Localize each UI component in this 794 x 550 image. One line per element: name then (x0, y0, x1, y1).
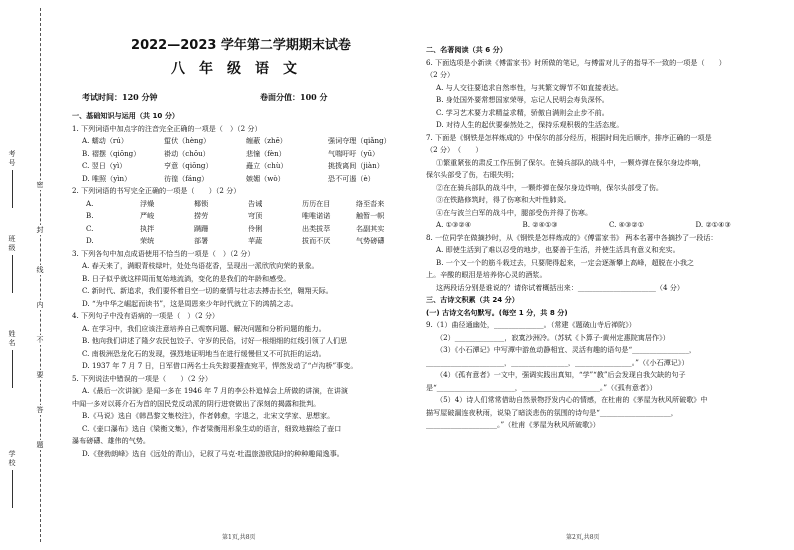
option: A. 春天来了，满眼青枝绿叶，处处鸟语花香，呈现出一派欣欣向荣的景象。 (82, 261, 319, 270)
option: B.《马说》选自《韩昌黎文集校注》，作者韩愈，字退之，北宋文学家、思想家。 (82, 411, 335, 420)
option: A. 与人交往要追求自然率性，与其繁文缛节不如直接表达。 (436, 82, 623, 92)
section-heading: 二、名著阅读（共 6 分） (426, 45, 507, 54)
ask-text: 这两段话分别是谁说的？请你试着概括出来： (436, 282, 578, 292)
seal-mark: 不 (33, 335, 47, 345)
question-stem: 8. 一位同学在做摘抄时，从《钢铁是怎样炼成的》《傅雷家书》 两本名著中各摘抄了一段话： (426, 232, 718, 242)
question-stem: 2. 下列词语的书写完全正确的一项是（ ）（2 分） (72, 186, 241, 195)
option: C. 新时代、新追求，我们要怀着目空一切的豪情与壮志去搏击长空，翱翔天际。 (82, 286, 333, 295)
page-footer: 第1页,共8页 (222, 534, 256, 541)
option: 恐不可遏（è） (328, 173, 375, 183)
option: C. 南极洲恐龙化石的发现，强烈地证明地当在进行缓慢但又不可抗拒的运动。 (82, 348, 326, 358)
exam-subtitle: 八年级语文 (171, 61, 311, 77)
option: 荣统 (140, 236, 155, 245)
exam-score: 卷面分值：100 分 (260, 92, 328, 102)
option: C. (86, 223, 94, 233)
seal-mark: 线 (33, 265, 47, 275)
option: 苹蔬 (248, 236, 263, 245)
option: 强词夺理（qiǎng） (328, 136, 391, 145)
option: 络至沓来 (356, 198, 385, 208)
quote-item: B. 一个又一个的筋斗栽过去，只要爬得起来，一定会逐渐攀上高峰，超脱在小我之 (436, 257, 695, 267)
fill-blank-line[interactable]: 描写屋破漏连夜秋雨，说染了暗淡悲伤的氛围的诗句是“____________________， (426, 407, 678, 417)
option: 亨意（qiōng） (164, 161, 213, 170)
section-heading: 三、古诗文积累（共 24 分） (426, 295, 519, 304)
option: D. 1937 年 7 月 7 日，日军借口两名士兵失踪要搜查宛平，悍然发动了“卢沟桥”事变。 (82, 361, 358, 370)
option: 悲憧（fèn） (246, 148, 286, 158)
binding-margin (0, 0, 64, 550)
question-stem: 7. 下面是《钢铁是怎样炼成的》中保尔的部分经历，根据时间先后顺序，排序正确的一项是 (426, 132, 712, 142)
fill-blank-line[interactable]: （5）4）诗人们常常借助自然景物抒发内心的情感，在杜甫的《茅屋为秋风所破歌》中 (436, 395, 708, 404)
fill-blank-line[interactable]: （3）《小石潭记》中写潭中游鱼动静相宜、灵活有趣的语句是“________________， (436, 345, 696, 354)
option: B. ②④①③ (522, 220, 558, 229)
name-label: 姓名 (8, 330, 16, 347)
option: C.《壶口瀑布》选自《梁衡文集》，作者梁衡用形象生动的语言，细致地描绘了壶口 (82, 423, 342, 433)
option: A. 在学习中，我们应该注意培养自己观察问题、解决问题和分析问题的能力。 (82, 323, 326, 333)
option: C. 翌日（yì） (82, 161, 127, 170)
option: D. ②①④③ (695, 220, 731, 229)
answer-blank[interactable]: ______________________ (577, 282, 656, 292)
seal-mark: 答 (33, 405, 47, 415)
option: 拔而不厌 (302, 236, 331, 245)
option: 出类拔萃 (302, 223, 331, 233)
option: 浮燥 (140, 198, 155, 208)
section-heading: 一、基础知识与运用（共 10 分） (72, 111, 180, 120)
question-stem: （2 分） （ ） (426, 145, 483, 154)
event-item: ①繁重紧张的肃反工作压倒了保尔。在骑兵部队的战斗中，一颗炸弹在保尔身边炸响， (436, 157, 706, 167)
option-continued: 瀑布磅礴、雄伟的气势。 (72, 436, 151, 445)
option: 椰锁 (194, 198, 209, 208)
option: A.《最后一次讲演》是闻一多在 1946 年 7 月的李公朴追悼会上所做的讲演，在讲演 (82, 386, 348, 395)
fill-blank-line[interactable]: （4）《孤有意者》一文中，强调实践出真知，“学”“教”后会发现自我欠缺的句子 (436, 370, 686, 379)
subsection-heading: (一) 古诗文名句默写。(每空 1 分，共 8 分) (426, 307, 568, 317)
option: 唯唯诺诺 (302, 211, 331, 220)
q1-options (72, 135, 410, 185)
option: 嫉媚（wò） (246, 173, 285, 183)
seal-mark: 要 (33, 370, 47, 380)
option: A. ①③②④ (436, 220, 472, 229)
option: 部署 (194, 236, 209, 245)
fill-blank-line[interactable]: 9.（1）曲径通幽处，______________。（常建《题破山寺后禅院》） (426, 320, 636, 329)
option: D.《登勃朗峰》选自《远处的青山》，记叙了马克·吐温旅游欧陆时的种种趣闻逸事。 (82, 448, 344, 458)
event-item: ③在铁路修筑时，得了伤寒和大叶性肺炎。 (436, 195, 571, 204)
option: C. ④③②① (609, 220, 645, 229)
question-points: （2 分） (426, 70, 455, 79)
q7-options (426, 219, 782, 232)
option: 执拌 (140, 223, 155, 233)
option: 告诫 (248, 198, 263, 208)
question-stem: 1. 下列词语中加点字的注音完全正确的一项是（ ）（2 分） (72, 123, 262, 133)
question-stem: 6. 下面选项是小新读《傅雷家书》时所做的笔记，与傅雷对儿子的指导不一致的一项是（ ） (426, 57, 726, 67)
left-body (72, 110, 410, 460)
event-item: ②在在骑兵部队的战斗中，一颗炸弹在保尔身边炸响，保尔头部受了伤。 (436, 182, 663, 192)
exam-title: 2022—2023 学年第二学期期末试卷 (131, 38, 351, 53)
option: 捞劳 (194, 211, 209, 220)
event-item-continued: 保尔头部受了伤，右眼失明； (426, 170, 519, 179)
exam-number-field[interactable] (6, 150, 18, 208)
option: D. 唯照（yìn） (82, 173, 132, 183)
seal-mark: 密 (33, 180, 47, 190)
school-label: 学校 (8, 450, 16, 467)
option: 矗立（chù） (246, 161, 288, 170)
school-field[interactable] (6, 450, 18, 508)
option: B. 身处国外要常想国家荣辱，忘记人民明会寿负深怀。 (436, 95, 609, 104)
option: B. 他向我们讲述了隆夕农民包饺子、守岁的民俗，讨好一根细细的红线引领了人们思 (82, 336, 348, 345)
seal-mark: 内 (33, 300, 47, 310)
option: B. 褶摆（qiōng） (82, 148, 141, 158)
option: 伶俐 (248, 223, 263, 233)
class-field[interactable] (6, 235, 18, 293)
option: 触暂一帜 (356, 211, 385, 220)
question-stem: 4. 下列句子中没有语病的一项是（ ）（2 分） (72, 311, 220, 320)
option: D. (86, 236, 94, 245)
option: C. 学习艺术要力求精益求精，骄傲自满则会止步不前。 (436, 107, 609, 117)
option: B. 日子似乎就这样周而复始地流淌，变化的是我们的年龄和感受。 (82, 273, 291, 283)
ask-points: （4 分） (655, 282, 684, 292)
quote-item: A. 即使生活到了难以忍受的地步，也要善于生活，并使生活具有意义和充实。 (436, 245, 680, 254)
event-item: ④在与波兰白军的战斗中，腿部受伤并得了伤寒。 (436, 207, 593, 217)
option: 蜇伏（hèng） (164, 136, 211, 145)
quote-item-continued: 上。辛酸的眼泪是培养你心灵的酒浆。 (426, 270, 547, 279)
option: 蹒跚 (194, 223, 209, 233)
exam-time: 考试时间：120 分钟 (82, 92, 158, 102)
option: 严峻 (140, 211, 155, 220)
fill-blank-line[interactable]: ______________________，________________，________________。”（《小石潭记》） (426, 357, 689, 367)
seal-mark: 题 (33, 440, 47, 450)
option: 气势磅礴 (356, 236, 385, 245)
option-continued: 中闻一多对以蒋介石为首的国民党反动派的阴行进衰做出了深刻的揭露和批判。 (72, 398, 321, 408)
option: 名副其实 (356, 223, 385, 233)
question-ask (426, 282, 782, 295)
question-stem: 5. 下列说法中错误的一项是（ ）（2 分） (72, 373, 212, 383)
fill-blank-line[interactable]: 是“______________________，______________________。”（《孤有意者》） (426, 382, 657, 392)
fill-blank-line[interactable]: （2）______________，寂寞沙洲冷。（苏轼《卜算子·黄州定惠院寓居作》） (436, 332, 670, 342)
option: D. “为中华之崛起而读书”，这是周恩来少年时代就立下的鸿鹄之志。 (82, 298, 298, 308)
exam-number-label: 考号 (8, 150, 16, 167)
option: 挑拨离间（jiàn） (328, 161, 384, 170)
option: 褂动（chōu） (164, 148, 210, 158)
option: 缠蔽（zhē） (246, 136, 287, 145)
seal-dashed-line (40, 8, 41, 542)
option: A. 蠕动（rú） (82, 136, 128, 145)
option: 历历在目 (302, 198, 331, 208)
seal-mark: 封 (33, 225, 47, 235)
q2-options (72, 198, 410, 248)
class-label: 班级 (8, 235, 16, 252)
option: D. 对待人生的起伏要泰然处之，保持乐观积极的生活态度。 (436, 120, 624, 129)
option: 气喘吁吁（yū） (328, 148, 380, 158)
name-field[interactable] (6, 330, 18, 388)
option: 彷徨（fáng） (164, 173, 209, 183)
right-body (426, 44, 782, 432)
page-footer: 第2页,共8页 (566, 534, 600, 541)
option: A. (86, 198, 94, 208)
option: B. (86, 211, 94, 220)
option: 穹顶 (248, 211, 263, 220)
fill-blank-line[interactable]: ____________________。”（杜甫《茅屋为秋风所破歌》） (426, 420, 600, 429)
question-stem: 3. 下列各句中加点成语使用不恰当的一项是（ ）（2 分） (72, 248, 255, 258)
